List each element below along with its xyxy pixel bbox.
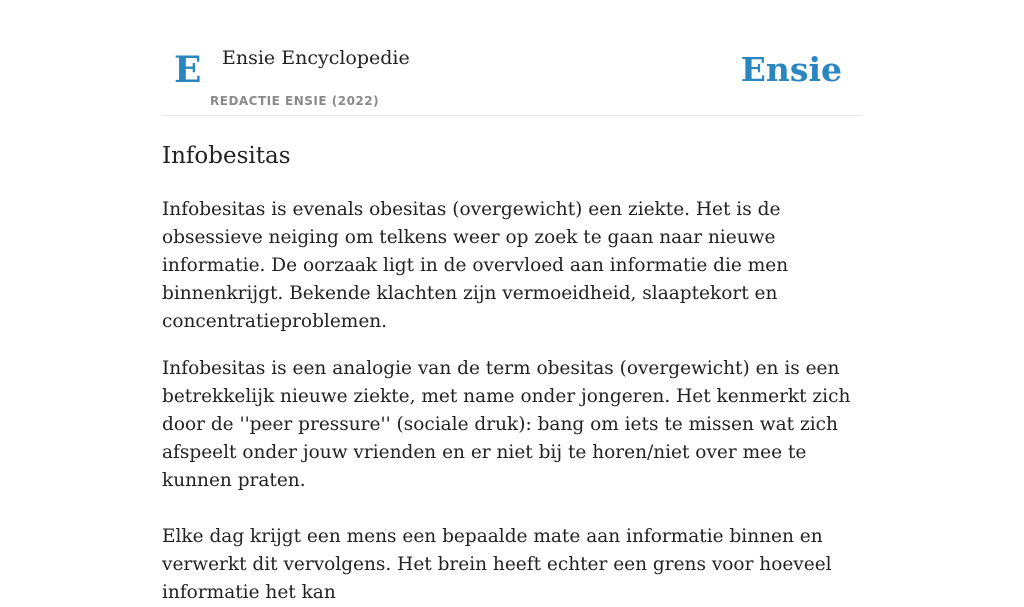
site-logo-icon[interactable]: E bbox=[174, 49, 202, 91]
byline: REDACTIE ENSIE (2022) bbox=[210, 94, 380, 108]
article-paragraph-2: Infobesitas is een analogie van de term obesitas (overgewicht) en is een betrekkelijk nieuwe ziekte, met name onder jongeren. Het kenmerkt zich door de ''peer pressure'' (sociale druk): bang om iets te missen wat zich afspeelt onder jouw vrienden en er niet bij te horen/niet over mee te kunnen praten. bbox=[162, 358, 851, 491]
article-paragraph-1: Infobesitas is evenals obesitas (overgewicht) een ziekte. Het is de obsessieve neiging om telkens weer op zoek te gaan naar nieuwe informatie. De oorzaak ligt in de overvloed aan informatie die men binnenkrijgt. Bekende klachten zijn vermoeidheid, slaaptekort en concentratieproblemen. bbox=[162, 199, 789, 332]
page-title: Infobesitas bbox=[162, 143, 291, 169]
article-paragraph-3: Elke dag krijgt een mens een bepaalde mate aan informatie binnen en verwerkt dit vervolgens. Het brein heeft echter een grens voor hoeveel informatie het kan bbox=[162, 526, 832, 603]
brand-logo[interactable]: Ensie bbox=[740, 50, 842, 89]
site-name[interactable]: Ensie Encyclopedie bbox=[222, 47, 410, 69]
header bbox=[162, 0, 862, 116]
page bbox=[162, 0, 862, 607]
